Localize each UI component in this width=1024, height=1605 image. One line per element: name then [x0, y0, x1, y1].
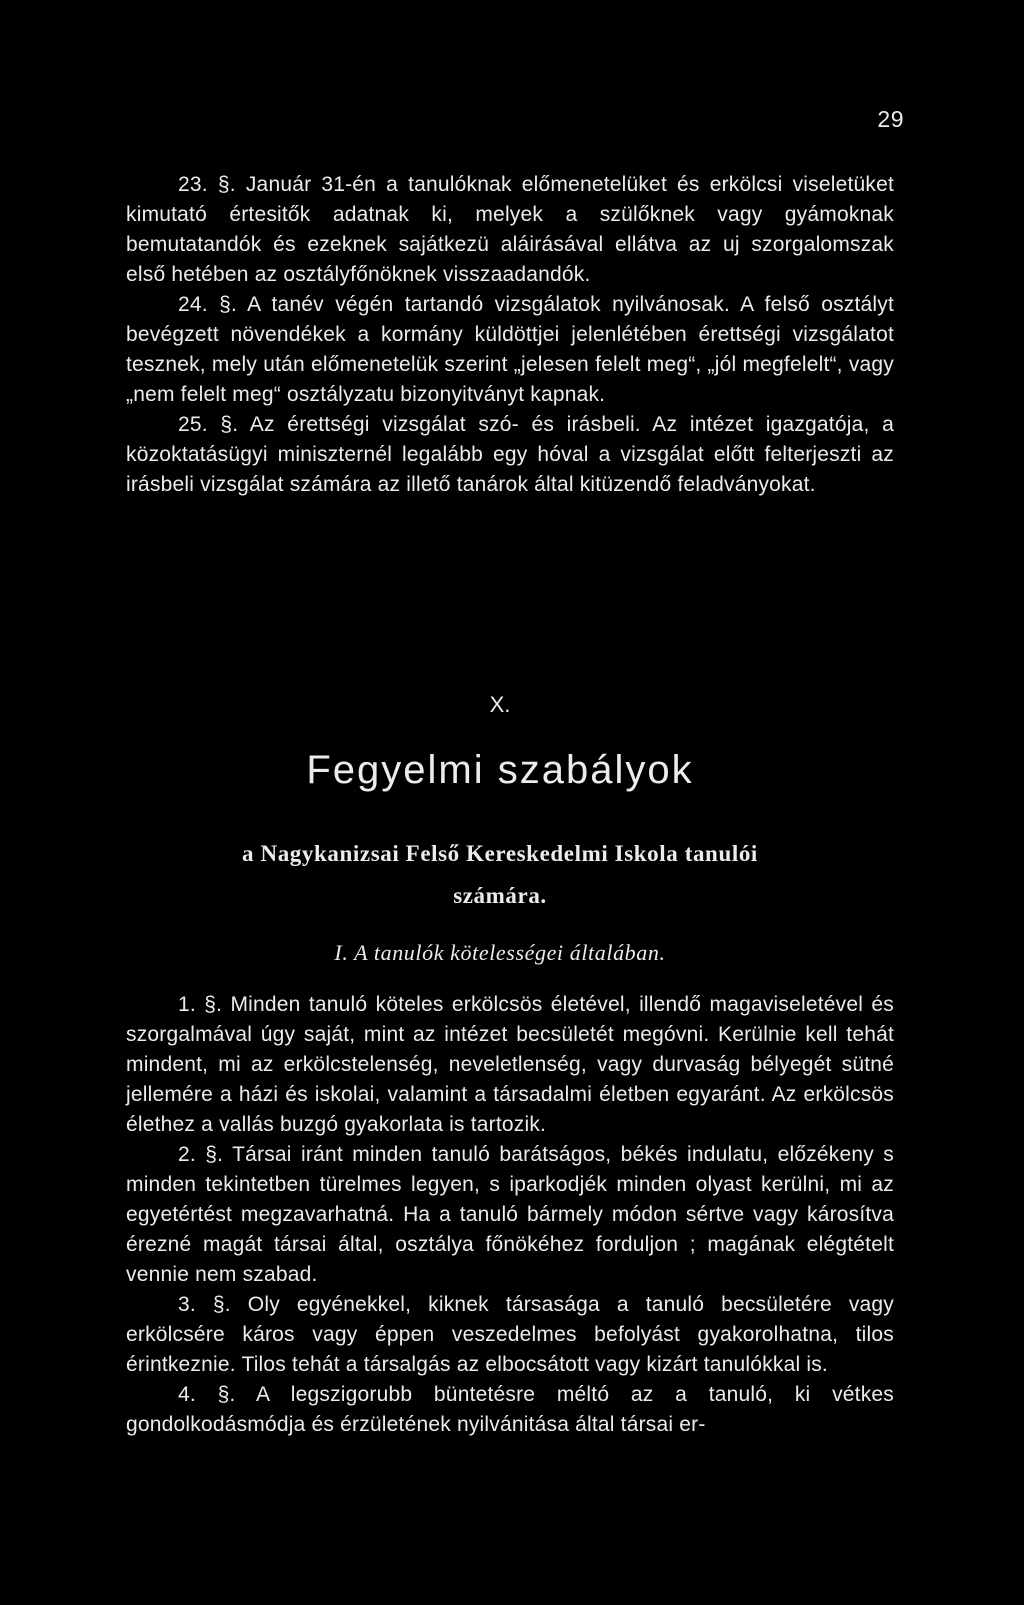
chapter-title: Fegyelmi szabályok	[306, 748, 694, 792]
bottom-text-block	[126, 990, 894, 1440]
subtitle-line-1: a Nagykanizsai Felső Kereskedelmi Iskola tanulói	[242, 841, 758, 866]
paragraph-3: 3. §. Oly egyénekkel, kiknek társasága a tanuló becsületére vagy erkölcsére káros vagy éppen veszedelmes befolyást gyakorolhatna, tilos érintkeznie. Tilos tehát a társalgás az elbocsátott vagy kizárt tanulókkal is.	[126, 1293, 894, 1376]
top-text-block	[126, 170, 894, 500]
chapter-subtitle	[150, 833, 850, 917]
paragraph-23: 23. §. Január 31-én a tanulóknak előmenetelüket és erkölcsi viseletüket kimutató értesitők adatnak ki, melyek a szülőknek vagy gyámoknak bemutatandók és ezeknek sajátkezü aláirásával ellátva az uj szorgalomszak első hetében az osztályfőnöknek visszaadandók.	[126, 173, 894, 286]
paragraph-2: 2. §. Társai iránt minden tanuló barátságos, békés indulatu, előzékeny s minden tekintetben türelmes legyen, s iparkodjék minden olyast kerülni, mi az egyetértést megzavarhatná. Ha a tanuló bármely módon sértve vagy károsítva érezné magát társai által, osztálya főnökéhez forduljon ; magának elégtételt vennie nem szabad.	[126, 1143, 894, 1286]
subtitle-line-2: számára.	[453, 883, 547, 908]
paragraph-24: 24. §. A tanév végén tartandó vizsgálatok nyilvánosak. A felső osztályt bevégzett növendékek a kormány küldöttjei jelenlétében érettségi vizsgálatot tesznek, mely után előmenetelük szerint „jelesen felelt meg“, „jól megfelelt“, vagy „nem felelt meg“ osztályzatu bizonyitványt kapnak.	[126, 293, 894, 406]
paragraph-4: 4. §. A legszigorubb büntetésre méltó az a tanuló, ki vétkes gondolkodásmódja és érzületének nyilvánitása által társai er-	[126, 1383, 894, 1436]
page-number: 29	[877, 106, 904, 132]
section-heading: I. A tanulók kötelességei általában.	[334, 940, 666, 965]
paragraph-1: 1. §. Minden tanuló köteles erkölcsös életével, illendő magaviseletével és szorgalmával úgy saját, mint az intézet becsületét megóvni. Kerülnie kell tehát mindent, mi az erkölcstelenség, neveletlenség, vagy durvaság bélyegét sütné jellemére a házi és iskolai, valamint a társadalmi életben egyaránt. Az erkölcsös élethez a vallás buzgó gyakorlata is tartozik.	[126, 993, 894, 1136]
chapter-number: X.	[489, 692, 511, 717]
paragraph-25: 25. §. Az érettségi vizsgálat szó- és irásbeli. Az intézet igazgatója, a közoktatásügyi miniszternél legalább egy hóval a vizsgálat előtt felterjeszti az irásbeli vizsgálat számára az illető tanárok által kitüzendő feladványokat.	[126, 413, 894, 496]
